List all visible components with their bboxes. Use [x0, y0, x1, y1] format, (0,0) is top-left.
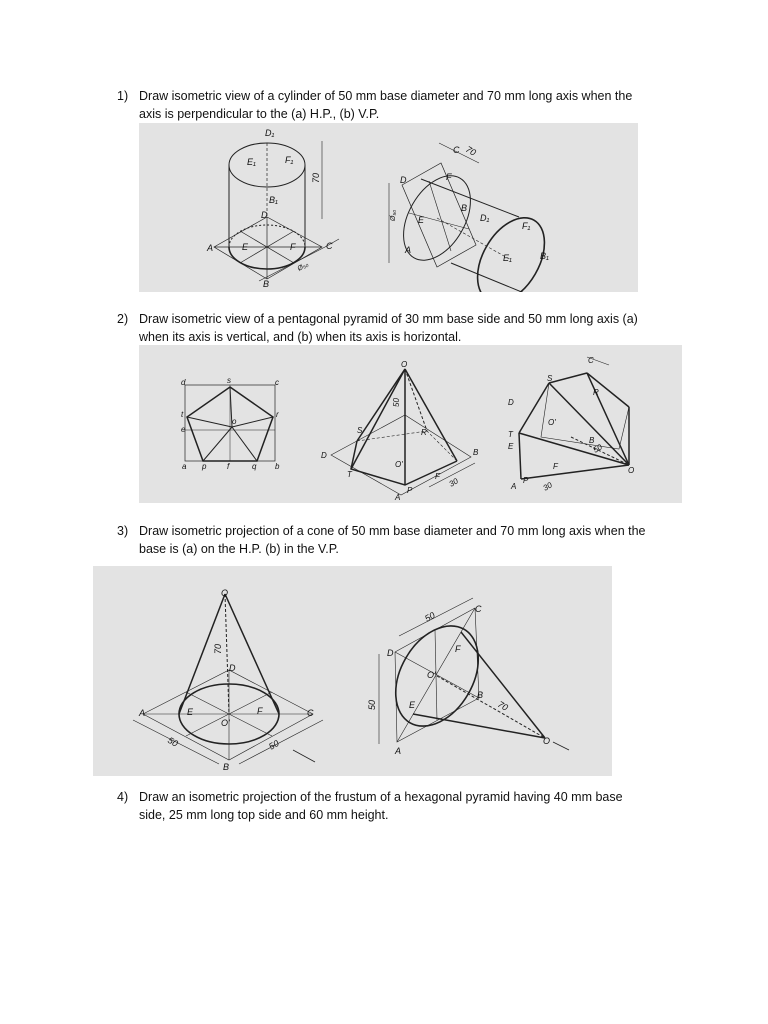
label: C	[475, 604, 482, 614]
figure-pentagonal-pyramid	[139, 345, 682, 503]
figure-cone-drawing	[93, 566, 612, 776]
label: C	[588, 356, 594, 365]
question-3	[117, 523, 677, 557]
label: D	[508, 398, 514, 407]
label: P	[523, 476, 529, 485]
label: q	[252, 462, 257, 471]
label: C	[307, 708, 314, 718]
label: D	[229, 663, 236, 673]
label: E	[187, 707, 194, 717]
label: T	[508, 430, 513, 439]
label: O	[401, 360, 408, 369]
label: A	[405, 245, 412, 255]
label: F₁	[285, 155, 294, 165]
label: B	[473, 448, 479, 457]
question-text-line: when its axis is vertical, and (b) when its axis is horizontal.	[139, 330, 462, 344]
label: B	[461, 203, 468, 213]
question-text-line: base is (a) on the H.P. (b) in the V.P.	[139, 542, 339, 556]
cylinder-vertical	[214, 141, 339, 281]
label: O	[221, 588, 229, 598]
label: 70	[311, 172, 321, 183]
question-number: 4)	[117, 790, 129, 804]
question-text-line: Draw isometric view of a pentagonal pyramid of 30 mm base side and 50 mm long axis (a)	[139, 312, 638, 326]
label: E	[409, 700, 416, 710]
label: 70	[464, 144, 478, 158]
label: R	[593, 388, 599, 397]
label: D	[261, 210, 268, 220]
label: R	[421, 428, 427, 437]
label: C	[453, 145, 460, 155]
label: F	[455, 644, 461, 654]
label: O'	[548, 418, 556, 427]
label: A	[207, 243, 214, 253]
label: 70	[213, 643, 223, 654]
label: A	[139, 708, 146, 718]
pyramid-plan	[185, 385, 275, 461]
pyramid-horizontal-axis	[519, 357, 629, 479]
label: 30	[541, 480, 554, 493]
cylinder-horizontal-labels	[390, 144, 549, 263]
label: p	[202, 462, 207, 471]
label: O'	[221, 718, 230, 728]
label: c	[275, 378, 279, 387]
label: F	[446, 172, 452, 182]
pyramid-vertical-labels	[321, 360, 479, 502]
label: A	[395, 746, 402, 756]
label: D	[387, 648, 394, 658]
label: 50	[423, 610, 437, 624]
question-4	[117, 789, 677, 823]
label: O'	[427, 670, 436, 680]
question-number: 3)	[117, 524, 129, 538]
label: O	[628, 466, 635, 475]
label: 30	[447, 476, 460, 489]
figure-cylinder-drawing	[139, 123, 638, 292]
label: B	[477, 690, 484, 700]
question-text-line: axis is perpendicular to the (a) H.P., (b) V.P.	[139, 107, 380, 121]
label: E	[508, 442, 514, 451]
label: b	[275, 462, 280, 471]
question-2	[117, 311, 677, 345]
figure-cone	[93, 566, 612, 776]
label: E	[418, 215, 425, 225]
label: B	[589, 436, 595, 445]
label: E	[242, 242, 249, 252]
label: A	[511, 482, 517, 491]
cylinder-vertical-labels	[206, 128, 333, 289]
label: A	[395, 493, 401, 502]
label: S	[357, 426, 363, 435]
label: E₁	[247, 157, 256, 167]
label: B₁	[540, 251, 549, 261]
label: O	[543, 736, 551, 746]
label: e	[181, 425, 186, 434]
label: D₁	[265, 128, 275, 138]
label: 50	[392, 398, 401, 407]
label: o	[232, 417, 237, 426]
label: B₁	[269, 195, 278, 205]
label: s	[227, 376, 231, 385]
label: Ø₅₀	[296, 261, 310, 273]
question-number: 2)	[117, 312, 129, 326]
question-1	[117, 88, 677, 122]
label: d	[181, 378, 186, 387]
label: E₁	[503, 253, 512, 263]
label: F	[435, 472, 440, 481]
label: t	[181, 410, 184, 419]
label: f	[227, 462, 230, 471]
figure-pyramid-drawing	[139, 345, 682, 503]
label: F₁	[522, 221, 531, 231]
label: a	[182, 462, 187, 471]
label: 50	[267, 738, 281, 752]
label: B	[263, 279, 270, 289]
label: P	[407, 486, 413, 495]
question-text-line: side, 25 mm long top side and 60 mm height.	[139, 808, 389, 822]
question-text-line: Draw an isometric projection of the frustum of a hexagonal pyramid having 40 mm base	[139, 790, 623, 804]
question-number: 1)	[117, 89, 129, 103]
cone-horizontal	[379, 598, 569, 750]
label: B	[223, 762, 230, 772]
label: C	[326, 241, 333, 251]
label: D	[321, 451, 327, 460]
label: F	[257, 706, 263, 716]
label: 50	[166, 735, 180, 749]
label: 50	[367, 699, 377, 710]
label: T	[347, 470, 352, 479]
label: D₁	[480, 213, 490, 223]
cone-vertical	[133, 594, 323, 764]
label: F	[290, 242, 296, 252]
label: S	[547, 374, 553, 383]
label: 50	[591, 442, 604, 455]
label: O'	[395, 460, 403, 469]
figure-cylinder	[139, 123, 638, 292]
label: D	[400, 175, 407, 185]
pyramid-vertical-axis	[331, 369, 475, 495]
question-text-line: Draw isometric view of a cylinder of 50 mm base diameter and 70 mm long axis when the	[139, 89, 633, 103]
label: F	[553, 462, 558, 471]
question-text-line: Draw isometric projection of a cone of 50 mm base diameter and 70 mm long axis when the	[139, 524, 646, 538]
label: 70	[496, 699, 510, 713]
label: Ø₅₀	[390, 209, 397, 221]
cylinder-horizontal	[389, 143, 558, 292]
label: r	[276, 410, 279, 419]
